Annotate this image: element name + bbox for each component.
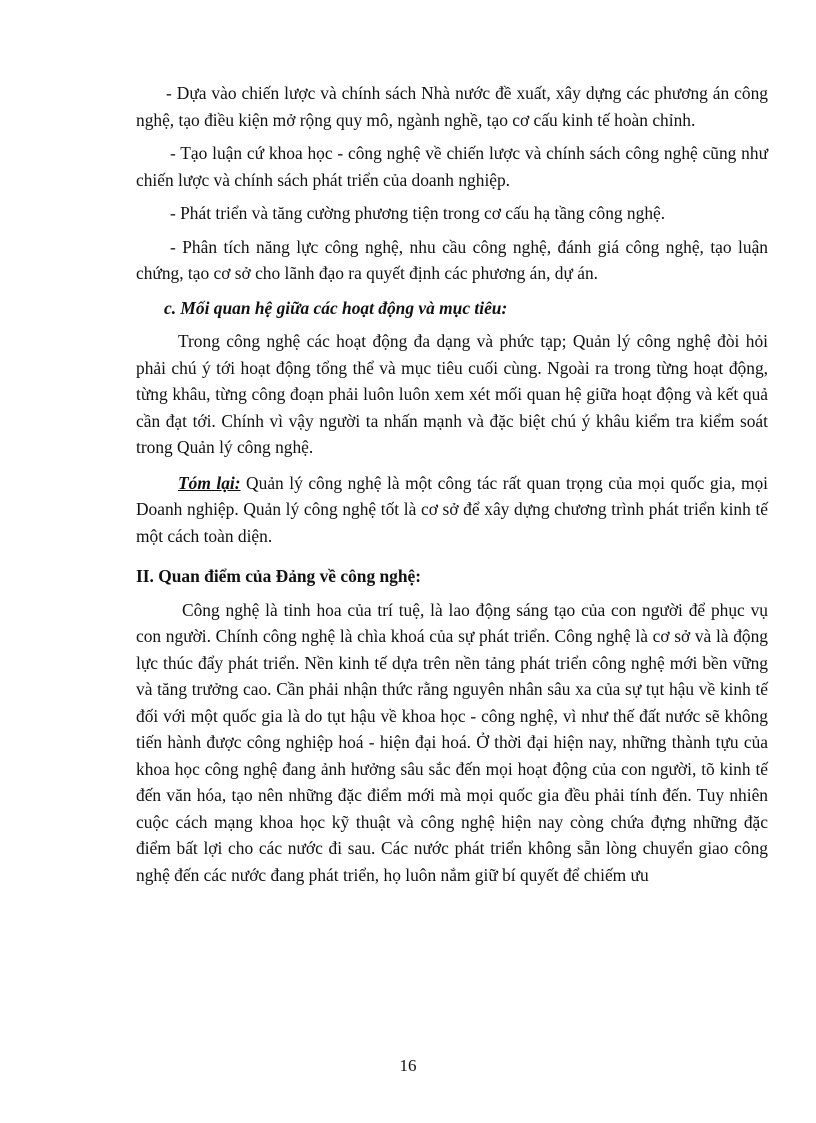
page-number: 16	[399, 1056, 417, 1075]
bullet-item-3: - Phát triển và tăng cường phương tiện trong cơ cấu hạ tầng công nghệ.	[170, 203, 666, 223]
bullet-item-4: - Phân tích năng lực công nghệ, nhu cầu công nghệ, đánh giá công nghệ, tạo luận chứng, tạo cơ sở cho lãnh đạo ra quyết định các phương án, dự án.	[136, 236, 768, 283]
paragraph-relation: Trong công nghệ các hoạt động đa dạng và phức tạp; Quản lý công nghệ đòi hỏi phải chú ý tới hoạt động tổng thể và mục tiêu cuối cùng. Ngoài ra trong từng hoạt động, từng khâu, từng công đoạn phải luôn luôn xem xét mối quan hệ giữa hoạt động và kết quả cần đạt tới. Chính vì vậy người ta nhấn mạnh và đặc biệt chú ý khâu kiểm tra kiểm soát trong Quản lý công nghệ.	[136, 331, 768, 457]
bullet-item-2: - Tạo luận cứ khoa học - công nghệ về chiến lược và chính sách công nghệ cũng như chiến lược và chính sách phát triển của doanh nghiệp.	[136, 143, 768, 190]
summary-paragraph	[136, 470, 768, 550]
document-page	[136, 80, 768, 888]
summary-text: Quản lý công nghệ là một công tác rất quan trọng của mọi quốc gia, mọi Doanh nghiệp. Quản lý công nghệ tốt là cơ sở để xây dựng chương trình phát triển kinh tế một cách toàn diện.	[136, 472, 768, 546]
paragraph-viewpoint: Công nghệ là tinh hoa của trí tuệ, là lao động sáng tạo của con người để phục vụ con người. Chính công nghệ là chìa khoá của sự phát triển. Công nghệ là cơ sở và là động lực thúc đẩy phát triển. Nền kinh tế dựa trên nền tảng phát triển công nghệ mới bền vững và tăng trưởng cao. Cần phải nhận thức rằng nguyên nhân sâu xa của sự tụt hậu về kinh tế đối với một quốc gia là do tụt hậu về khoa học - công nghệ, vì như thế đất nước sẽ không tiến hành được công nghiệp hoá - hiện đại hoá. Ở thời đại hiện nay, những thành tựu của khoa học công nghệ đang ảnh hưởng sâu sắc đến mọi hoạt động của con người, tõ kinh tế đến văn hóa, tạo nên những đặc điểm mới mà mọi quốc gia đều phải tính đến. Tuy nhiên cuộc cách mạng khoa học kỹ thuật và công nghệ hiện nay còng chứa đựng những đặc điểm bất lợi cho các nước đi sau. Các nước phát triển không sẵn lòng chuyển giao công nghệ đến các nước đang phát triển, họ luôn nắm giữ bí quyết để chiếm ưu	[136, 599, 768, 885]
section-heading: II. Quan điểm của Đảng về công nghệ:	[136, 566, 422, 586]
summary-label: Tóm lại:	[178, 472, 241, 493]
bullet-item-1: - Dựa vào chiến lược và chính sách Nhà nước đề xuất, xây dựng các phương án công nghệ, tạo điều kiện mở rộng quy mô, ngành nghề, tạo cơ cấu kinh tế hoàn chỉnh.	[136, 83, 768, 130]
subheading-relation: c. Mối quan hệ giữa các hoạt động và mục tiêu:	[164, 297, 508, 318]
